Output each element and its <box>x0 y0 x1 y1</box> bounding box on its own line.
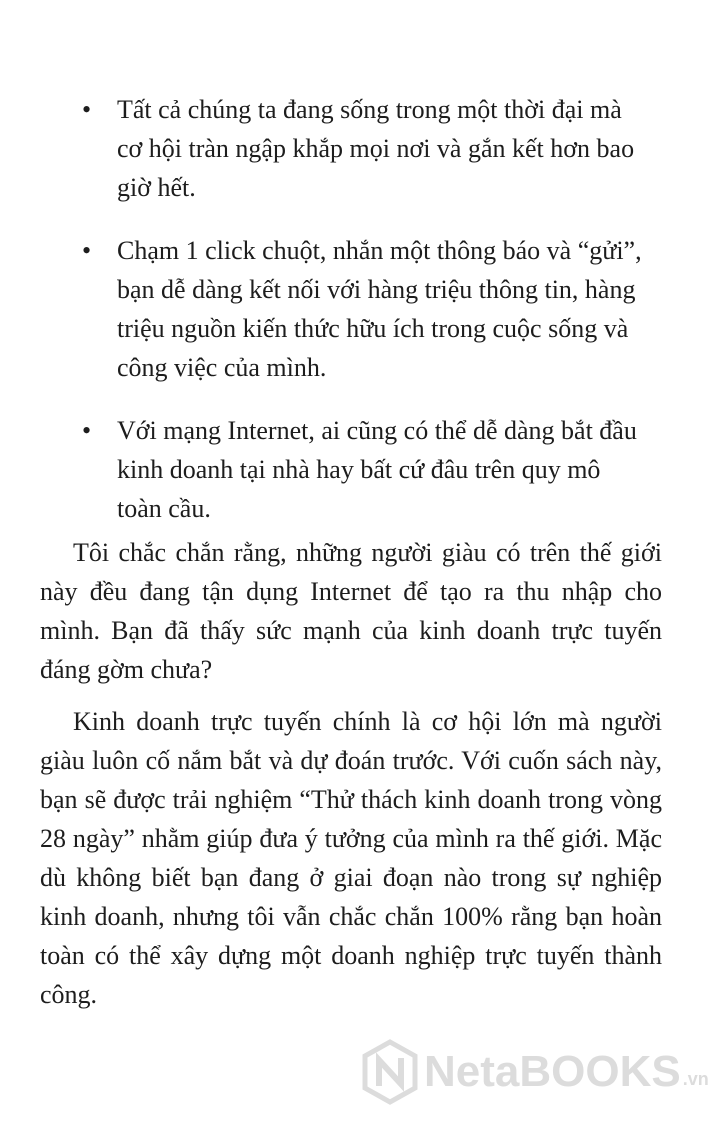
bullet-marker: • <box>82 95 92 124</box>
bullet-text: Với mạng Internet, ai cũng có thể dễ dàng bắt đầu kinh doanh tại nhà hay bất cứ đâu trên quy mô toàn cầu. <box>117 416 637 523</box>
bullet-text: Tất cả chúng ta đang sống trong một thời đại mà cơ hội tràn ngập khắp mọi nơi và gắn kết hơn bao giờ hết. <box>117 95 635 202</box>
bullet-marker: • <box>82 416 92 445</box>
netabooks-watermark <box>362 1040 709 1104</box>
netabooks-logo-icon <box>362 1040 418 1104</box>
bullet-list <box>0 90 700 552</box>
bullet-marker: • <box>82 236 92 265</box>
body-paragraph: Kinh doanh trực tuyến chính là cơ hội lớn mà người giàu luôn cố nắm bắt và dự đoán trước. Với cuốn sách này, bạn sẽ được trải nghiệm “Thử thách kinh doanh trong vòng 28 ngày” nhằm giúp đưa ý tưởng của mình ra thế giới. Mặc dù không biết bạn đang ở giai đoạn nào trong sự nghiệp kinh doanh, nhưng tôi vẫn chắc chắn 100% rằng bạn hoàn toàn có thể xây dựng một doanh nghiệp trực tuyến thành công. <box>40 707 662 1009</box>
body-paragraph: Tôi chắc chắn rằng, những người giàu có trên thế giới này đều đang tận dụng Internet để tạo ra thu nhập cho mình. Bạn đã thấy sức mạnh của kinh doanh trực tuyến đáng gờm chưa? <box>40 538 662 684</box>
watermark-suffix: .vn <box>682 1068 709 1089</box>
bullet-item <box>0 411 700 528</box>
bullet-item <box>0 90 700 207</box>
bullet-item <box>0 231 700 387</box>
watermark-brand: NetaBOOKS <box>424 1047 681 1096</box>
bullet-text: Chạm 1 click chuột, nhắn một thông báo và “gửi”, bạn dễ dàng kết nối với hàng triệu thông tin, hàng triệu nguồn kiến thức hữu ích trong cuộc sống và công việc của mình. <box>117 236 642 382</box>
